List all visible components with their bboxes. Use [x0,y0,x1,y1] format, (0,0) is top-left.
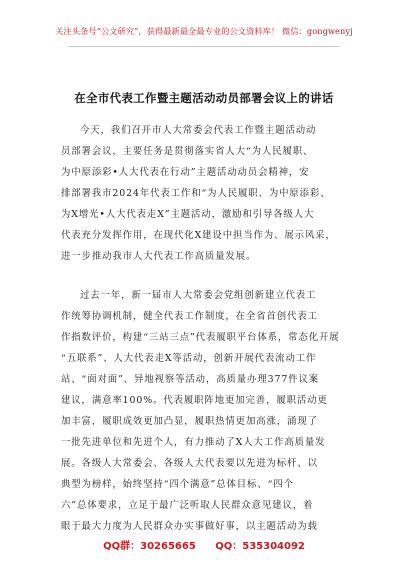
paragraph [61,285,347,537]
header-divider [68,46,340,47]
document-title: 在全市代表工作暨主题活动动员部署会议上的讲话 [74,91,334,105]
text-line: 进一步推动我市人大代表工作高质量发展。 [61,251,257,262]
text-line: 为中原添彩•人大代表在行动”主题活动动员会精神，安 [61,167,310,178]
text-line: 典型为榜样，始终坚持“四个满意”总体目标、“四个 [61,479,294,490]
text-line: 为X增光•人大代表走X”主题活动，激励和引导各级人大 [61,209,315,220]
text-line: 六”总体要求，立足于最广泛听取人民群众意见建议，着 [61,500,314,511]
text-line: 建议，满意率100%。代表履职阵地更加完善，履职活动更 [61,395,328,406]
paragraph [61,120,347,267]
text-line: 作指数评价，构建“三站三点”代表履职平台体系，常态化开展 [61,332,340,343]
text-line: 员部署会议，主要任务是贯彻落实省人大“为人民履职、 [61,146,314,157]
text-line: 过去一年，新一届市人大常委会党组创新建立代表工 [80,290,317,301]
text-line: 加丰富，履职成效更加凸显，履职热情更加高涨，涌现了 [61,416,318,427]
text-line: 代表充分发挥作用，在现代化X建设中担当作为、展示风采， [61,230,336,241]
footer-contact [0,537,408,552]
text-line: 作统筹协调机制，健全代表工作制度，在全省首创代表工 [61,311,318,322]
text-line: 排部署我市2024年代表工作和“为人民履职、为中原添彩、 [61,188,331,199]
text-line: 眼于最大力度为人民群众办实事做好事，以主题活动为载 [61,521,318,532]
qq-group-text: QQ群：30265665 [103,541,196,552]
text-line: “五联系”、人大代表走X等活动，创新开展代表流动工作 [61,353,317,364]
text-line: 一批先进单位和先进个人，有力推动了X人大工作高质量发 [61,437,326,448]
text-line: 站、“面对面”、异地视察等活动，高质量办理377件议案 [61,374,320,385]
header-banner: 关注头条号“公文研究”，获得最新最全最专业的公文资料库！ 微信：gongwenyj [55,26,353,36]
document-body [61,120,347,555]
text-line: 今天，我们召开市人大常委会代表工作暨主题活动动 [80,125,317,136]
text-line: 展。各级人大常委会、各级人大代表要以先进为标杆、以 [61,458,318,469]
qq-contact-text: QQ：535304092 [215,541,305,552]
